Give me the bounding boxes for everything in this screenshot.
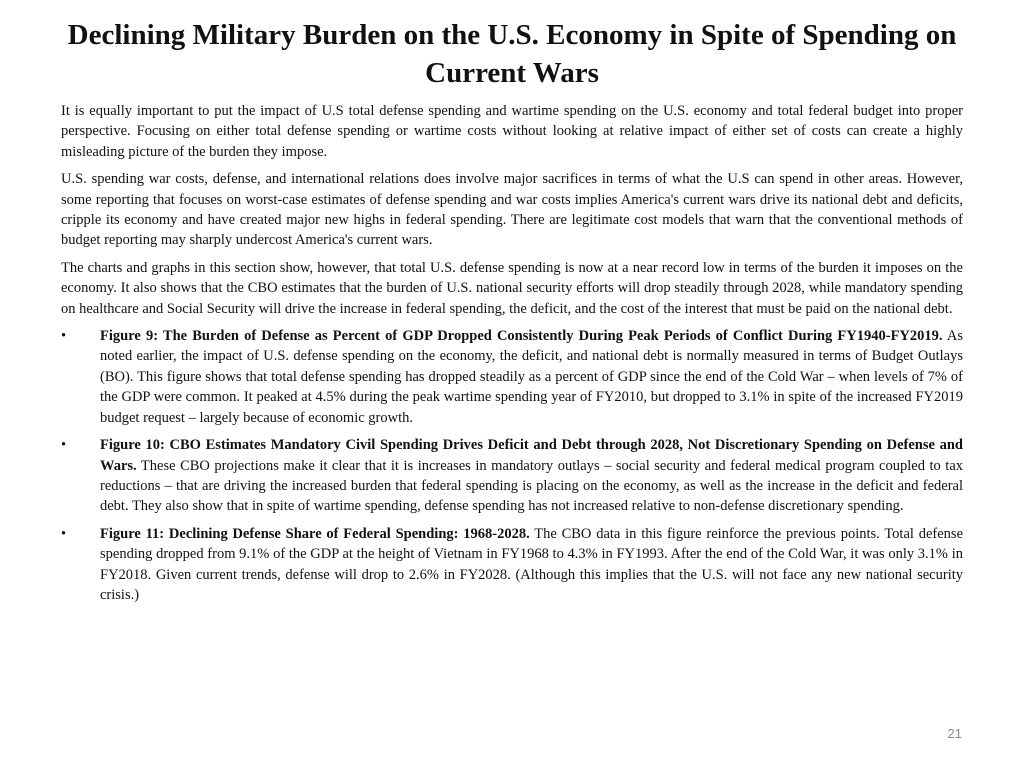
bullet-lead-figure-9: Figure 9: The Burden of Defense as Percent of GDP Dropped Consistently During Peak Periods of Conflict During FY1940-FY2019. — [100, 328, 943, 345]
bullet-text-figure-11: The CBO data in this figure reinforce the previous points. Total defense spending dropped from 9.1% of the GDP at the height of Vietnam in FY1968 to 4.3% in FY1993. After the end of the Cold War, it was only 3.1% in FY2018. Given current trends, defense will drop to 2.6% in FY2028. (Although this implies that the U.S. will not face any new national security crisis.) — [100, 525, 963, 603]
bullet-marker: • — [61, 525, 67, 542]
paragraph-1: It is equally important to put the impact of U.S total defense spending and wartime spending on the U.S. economy and total federal budget into proper perspective. Focusing on either total defense spending or wartime costs without looking at relative impact of either set of costs can create a highly misleading picture of the burden they impose. — [61, 103, 963, 160]
slide-title: Declining Military Burden on the U.S. Economy in Spite of Spending on Current Wars — [67, 19, 957, 89]
bullet-lead-figure-11: Figure 11: Declining Defense Share of Federal Spending: 1968-2028. — [100, 525, 530, 542]
bullet-figure-9 — [61, 326, 963, 428]
bullet-figure-10 — [61, 435, 963, 517]
bullet-text-figure-9: As noted earlier, the impact of U.S. defense spending on the economy, the deficit, and national debt is normally measured in terms of Budget Outlays (BO). This figure shows that total defense spending has dropped steadily as a percent of GDP since the end of the Cold War – when levels of 7% of the GDP were common. It peaked at 4.5% during the peak wartime spending year of FY2010, but dropped to 3.1% in spite of the increased FY2019 budget request – largely because of economic growth. — [100, 328, 963, 426]
figure-bullet-list — [61, 326, 963, 605]
paragraph-3: The charts and graphs in this section show, however, that total U.S. defense spending is now at a near record low in terms of the burden it imposes on the economy. It also shows that the CBO estimates that the burden of U.S. national security efforts will drop steadily through 2028, while mandatory spending on healthcare and Social Security will drive the increase in federal spending, the deficit, and the cost of the interest that must be paid on the national debt. — [61, 259, 963, 317]
bullet-lead-figure-10: Figure 10: CBO Estimates Mandatory Civil Spending Drives Deficit and Debt through 2028, Not Discretionary Spending on Defense and Wars. — [100, 437, 963, 474]
page-number: 21 — [947, 726, 962, 741]
bullet-marker: • — [61, 437, 67, 454]
bullet-marker: • — [61, 328, 67, 345]
bullet-text-figure-10: These CBO projections make it clear that it is increases in mandatory outlays – social security and federal medical program coupled to tax reductions – that are driving the increased burden that federal spending is placing on the economy, as well as the increase in the deficit and federal debt. They also show that in spite of wartime spending, defense spending has not increased relative to non-defense discretionary spending. — [100, 457, 963, 515]
slide-body — [61, 101, 963, 612]
bullet-figure-11 — [61, 524, 963, 606]
paragraph-2: U.S. spending war costs, defense, and international relations does involve major sacrifices in terms of what the U.S can spend in other areas. However, some reporting that focuses on worst-case estimates of defense spending and war costs implies America's current wars drive its national debt and deficits, cripple its economy and have created major new highs in federal spending. There are legitimate cost models that warn that the conventional methods of budget reporting may sharply undercost America's current wars. — [61, 171, 963, 249]
